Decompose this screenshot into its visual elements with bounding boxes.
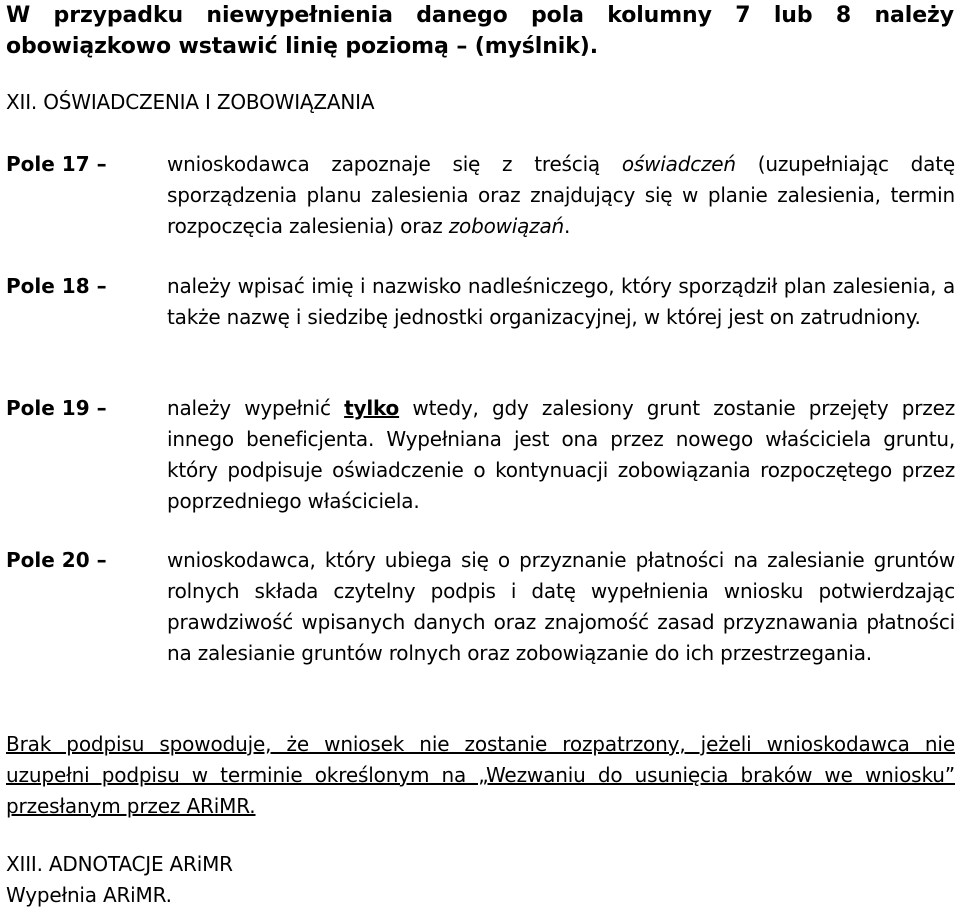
signature-warning: Brak podpisu spowoduje, że wniosek nie zostanie rozpatrzony, jeżeli wnioskodawca nie uzupełni podpisu w terminie określonym na „Wezwaniu do usunięcia braków we wniosku” przesłanym przez ARiMR. (6, 732, 955, 818)
field-17-zobowiazan: zobowiązań (448, 214, 565, 238)
section-xiii-note: Wypełnia ARiMR. (6, 883, 172, 907)
field-17-text-1: wnioskodawca zapoznaje się z treścią (167, 152, 622, 176)
intro-text-after: (myślnik). (467, 34, 598, 59)
field-17-text-3: . (564, 214, 571, 238)
intro-text-before: W przypadku niewypełnienia danego pola kolumny 7 lub 8 należy obowiązkowo wstawić linię poziomą (6, 3, 954, 59)
field-17-description (167, 149, 955, 242)
intro-instruction (6, 0, 954, 62)
field-18-description: należy wpisać imię i nazwisko nadleśniczego, który sporządził plan zalesienia, a także nazwę i siedzibę jednostki organizacyjnej, w której jest on zatrudniony. (167, 274, 955, 329)
section-xii-heading: XII. OŚWIADCZENIA I ZOBOWIĄZANIA (6, 90, 375, 114)
field-17-label: Pole 17 – (6, 152, 107, 176)
intro-dash: – (456, 34, 468, 59)
field-20-description: wnioskodawca, który ubiega się o przyznanie płatności na zalesianie gruntów rolnych składa czytelny podpis i datę wypełnienia wniosku potwierdzając prawdziwość wpisanych danych oraz znajomość zasad przyznawania płatności na zalesianie gruntów rolnych oraz zobowiązanie do ich przestrzegania. (167, 548, 955, 665)
field-17-oswiadczen: oświadczeń (621, 152, 736, 176)
field-19-tylko: tylko (344, 396, 400, 420)
field-18-label: Pole 18 – (6, 274, 107, 298)
field-19-text-2: wtedy, gdy zalesiony grunt zostanie przejęty przez innego beneficjenta. Wypełniana jest ona przez nowego właściciela gruntu, który podpisuje oświadczenie o kontynuacji zobowiązania rozpoczętego przez poprzedniego właściciela. (167, 396, 956, 513)
field-19-label: Pole 19 – (6, 396, 107, 420)
field-17-text-2: (uzupełniając datę sporządzenia planu zalesienia oraz znajdujący się w planie zalesienia, termin rozpoczęcia zalesienia) oraz (167, 152, 955, 238)
field-19-text-1: należy wypełnić (167, 396, 345, 420)
field-20-label: Pole 20 – (6, 548, 107, 572)
field-19-description (167, 393, 955, 517)
section-xiii-heading: XIII. ADNOTACJE ARiMR (6, 852, 233, 876)
